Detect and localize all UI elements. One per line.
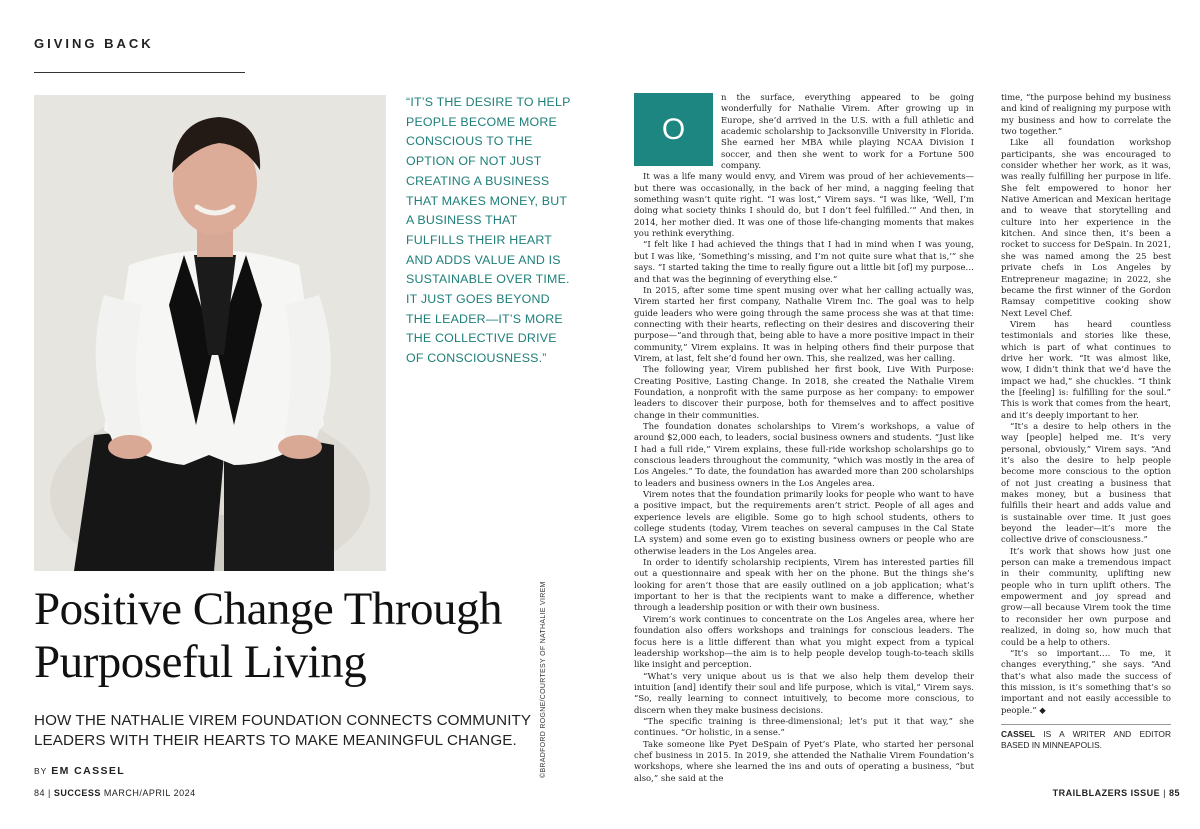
byline-author: EM CASSEL <box>51 765 126 777</box>
byline-prefix: BY <box>34 766 48 776</box>
body-paragraph: “What’s very unique about us is that we also help them develop their intuition [and] identify their soul and life purpose, which is vital,” Virem says. “So, really learning to connect intuitively, to become more conscious, to discern when they make business decisions. <box>634 670 974 715</box>
body-paragraph: In 2015, after some time spent musing over what her calling actually was, Virem started her first company, Nathalie Virem Inc. The goal was to help guide leaders who were going through the same process she was at that time: connecting with their hearts, reflecting on their desires and discovering their purpose—“and through that, being able to have a more positive impact in their community,” Virem explains. It was in helping others find their purpose that Virem, at last, felt she’d found her own. This, she realized, was her calling. <box>634 284 974 363</box>
folio-page-number-right: 85 <box>1168 788 1180 798</box>
body-paragraph: “It’s a desire to help others in the way [people] helped me. It’s very personal, obviously,” Virem says. “And it’s also the desire to help people become more conscious to the option of not just creating a business that makes money, but a business that fulfills their heart and adds value and is sustainable over time. It just goes beyond the leader—it’s more the collective drive of consciousness.” <box>1001 420 1171 545</box>
folio-issue-date: MARCH/APRIL 2024 <box>103 788 196 798</box>
section-label: GIVING BACK <box>34 36 154 51</box>
folio-page-number: 84 <box>34 788 46 798</box>
folio-right: TRAILBLAZERS ISSUE | 85 <box>1052 788 1180 798</box>
portrait-photo <box>34 95 386 571</box>
body-paragraph: In order to identify scholarship recipients, Virem has interested parties fill out a questionnaire and speak with her on the phone. But the things she’s looking for aren’t those that are easily outlined on a job application; what’s important to her is that the recipients want to make a difference, whether through a leadership position or with their own business. <box>634 557 974 613</box>
folio-magazine: SUCCESS <box>53 788 101 798</box>
folio-left: 84 | SUCCESS MARCH/APRIL 2024 <box>34 788 196 798</box>
body-paragraph: “I felt like I had achieved the things that I had in mind when I was young, but I was like, ‘Something’s missing, and I’m not quite sure what that is,’” she says. “I started taking the time to really figure out a little bit [of] my purpose… and that was the beginning of everything else.” <box>634 239 974 284</box>
pull-quote: “IT’S THE DESIRE TO HELP PEOPLE BECOME MORE CONSCIOUS TO THE OPTION OF NOT JUST CREATING A BUSINESS THAT MAKES MONEY, BUT A BUSINESS THAT FULFILLS THEIR HEART AND ADDS VALUE AND IS SUSTAINABLE OVER TIME. IT JUST GOES BEYOND THE LEADER—IT’S MORE THE COLLECTIVE DRIVE OF CONSCIOUSNESS.” <box>406 95 571 366</box>
body-paragraph: Like all foundation workshop participants, she was encouraged to consider whether her work, as it was, was really fulfilling her purpose in life. She felt empowered to honor her Native American and Mexican heritage and to weave that storytelling and culture into her experience in the kitchen. And since then, it’s been a rocket to success for DeSpain. In 2021, she was named among the 25 best private chefs in Los Angeles by Entrepreneur magazine; in 2022, she became the first winner of the Gordon Ramsay competitive cooking show Next Level Chef. <box>1001 137 1171 318</box>
author-note <box>1001 724 1171 751</box>
photo-credit: ©BRADFORD ROGNE/COURTESY OF NATHALIE VIREM <box>540 581 547 778</box>
body-paragraph-continued: time, “the purpose behind my business and kind of realigning my purpose with my business and how to correlate the two together.” <box>1001 92 1171 137</box>
author-note-text: IS A WRITER AND EDITOR BASED IN MINNEAPOLIS. <box>1001 728 1171 750</box>
portrait-illustration <box>34 95 386 571</box>
byline <box>34 765 125 777</box>
body-paragraph: Virem notes that the foundation primarily looks for people who want to have a positive impact, but the requirements aren’t strict. People of all ages and experience levels are eligible. Some go to high school students, others to college students (today, Virem teaches on several campuses in the Cal State LA system) and some even go to existing business owners or people who are otherwise leaders in the Los Angeles area. <box>634 489 974 556</box>
body-paragraph: Take someone like Pyet DeSpain of Pyet’s Plate, who started her personal chef business in 2015. In 2019, she attended the Nathalie Virem Foundation’s workshops, where she learned the ins and outs of operating a business, “but also,” she said at the <box>634 738 974 783</box>
body-paragraph: It’s work that shows how just one person can make a tremendous impact in their community, uplifting new people who in turn uplift others. The empowerment and joy spread and grow—all because Virem took the time to reconsider her own purpose and realized, in doing so, how much that could be a help to others. <box>1001 545 1171 647</box>
body-paragraph: The foundation donates scholarships to Virem’s workshops, a value of around $2,000 each, to leaders, social business owners and students. “Just like I had a full ride,” Virem explains, these full-ride workshop scholarships go to conscious leaders throughout the community, “which was mostly in the area of Los Angeles.” To date, the foundation has awarded more than 200 scholarships to leaders and business owners in the Los Angeles area. <box>634 420 974 488</box>
article-column-main <box>634 92 974 784</box>
headline: Positive Change Through Purposeful Living <box>34 583 503 688</box>
body-paragraph: Virem has heard countless testimonials and stories like these, which is part of what continues to drive her work. “It was almost like, wow, I didn’t think that we’d have the impact we had,” she chuckles. “I think the [feeling] is: fulfilling for the soul.” This is work that comes from the heart, and it’s deeply important to her. <box>1001 318 1171 420</box>
body-paragraph: Virem’s work continues to concentrate on the Los Angeles area, where her foundation also offers workshops and trainings for conscious leaders. The focus here is a little different than what you might expect from a typical leadership workshop—the aim is to help people develop tough-to-teach skills like insight and perception. <box>634 613 974 670</box>
body-paragraph: It was a life many would envy, and Virem was proud of her achievements—but there was occasionally, in the back of her mind, a nagging feeling that something wasn’t quite right. “I was lost,” Virem says. “I was like, ‘Well, I’m doing what society thinks I should do, but I don’t feel fulfilled.’” And then, in 2014, her mother died. It was one of those life-changing moments that makes you rethink everything. <box>634 171 974 239</box>
body-paragraph: “The specific training is three-dimensional; let’s put it that way,” she continues. “Or holistic, in a sense.” <box>634 715 974 738</box>
section-divider <box>34 72 245 73</box>
body-paragraph: The following year, Virem published her first book, Live With Purpose: Creating Positive, Lasting Change. In 2018, she created the Nathalie Virem Foundation, a nonprofit with the same purpose as her company: to empower leaders to discover their purpose, both for themselves and to affect positive change in their communities. <box>634 364 974 420</box>
lead-paragraph <box>634 92 974 171</box>
author-note-name: CASSEL <box>1001 728 1035 739</box>
deck: HOW THE NATHALIE VIREM FOUNDATION CONNECTS COMMUNITY LEADERS WITH THEIR HEARTS TO MAKE MEANINGFUL CHANGE. <box>34 712 531 749</box>
lead-text: n the surface, everything appeared to be going wonderfully for Nathalie Virem. After growing up in Europe, she’d arrived in the U.S. with a full athletic and academic scholarship to Jacksonville University in Florida. She earned her MBA while playing NCAA Division I soccer, and then she went to work for a Fortune 500 company. <box>721 92 974 171</box>
body-paragraph: “It’s so important…. To me, it changes everything,” she says. “And that’s what also made the success of this mission, is it’s something that’s so important and not easily accessible to people.” ◆ <box>1001 647 1171 715</box>
folio-issue-name: TRAILBLAZERS ISSUE <box>1052 788 1161 798</box>
drop-cap: O <box>634 93 713 166</box>
article-column-right <box>1001 92 1171 751</box>
